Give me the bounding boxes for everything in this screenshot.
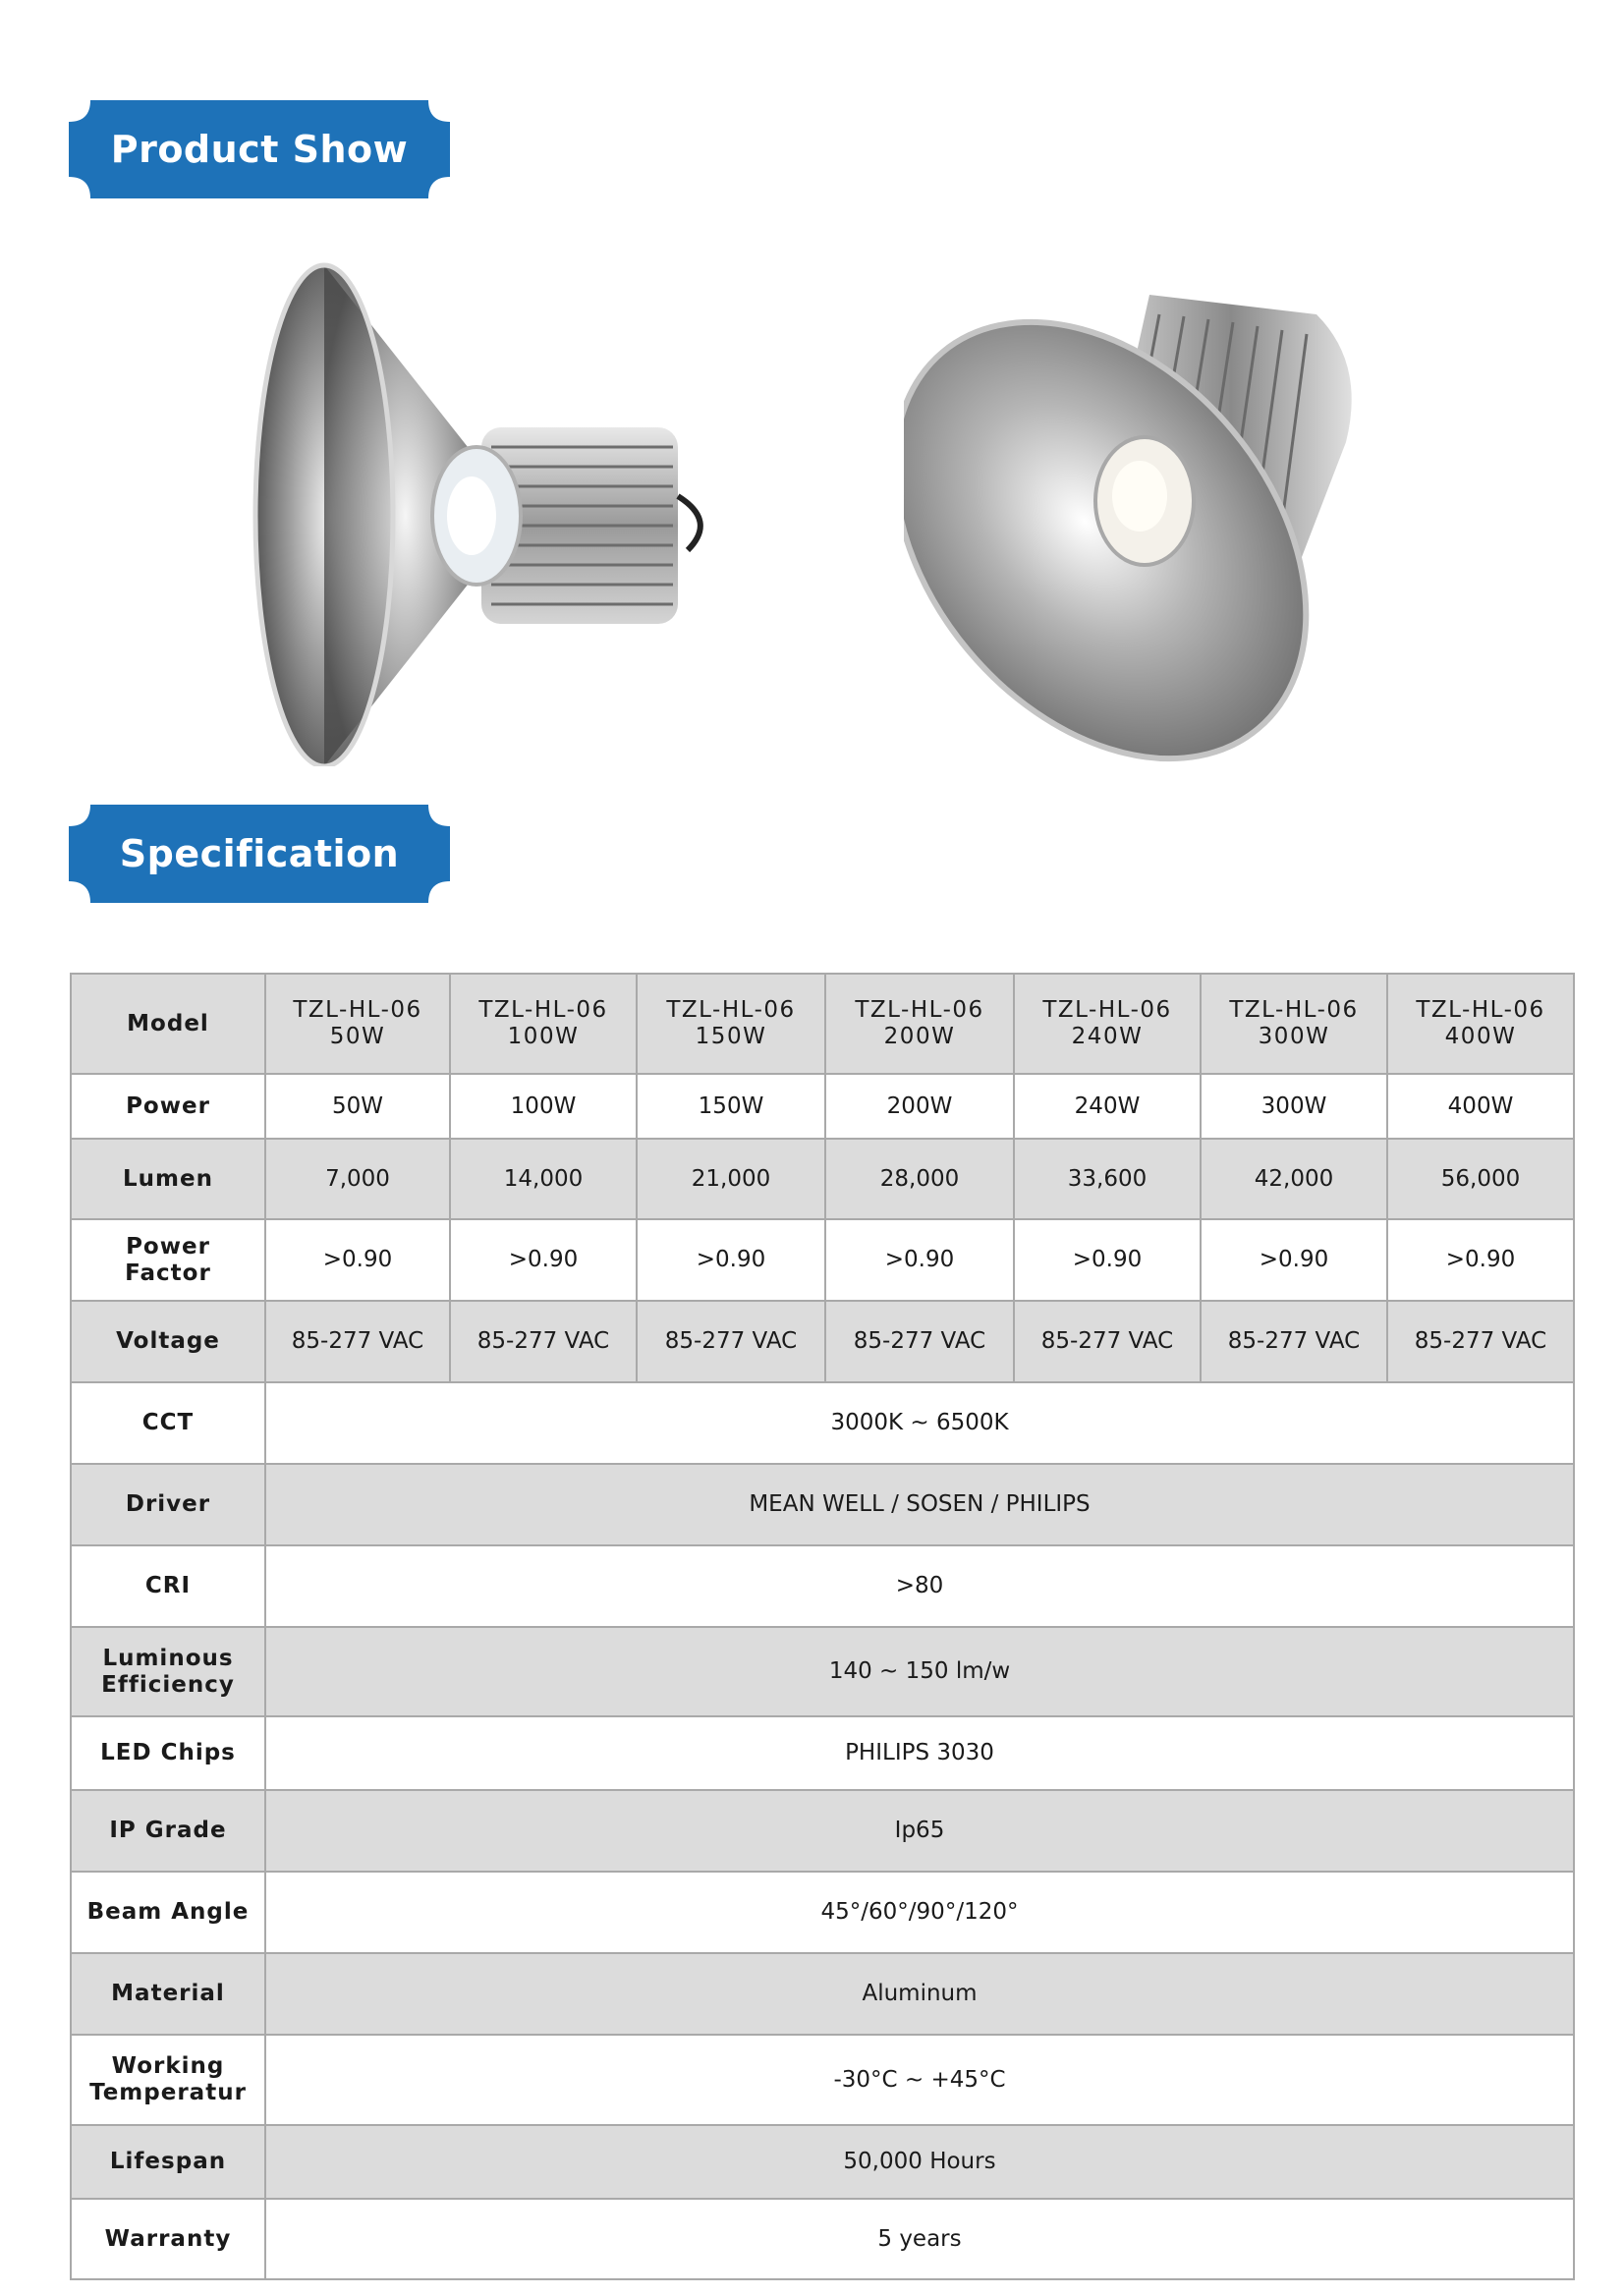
value-cell: >0.90 (265, 1219, 450, 1301)
row-luminous-efficiency (71, 1627, 1574, 1716)
value-cell: >0.90 (450, 1219, 637, 1301)
value-cell: PHILIPS 3030 (265, 1716, 1574, 1790)
row-label-cct: CCT (71, 1382, 265, 1464)
model-cell: TZL-HL-06 100W (450, 974, 637, 1074)
value-cell: >0.90 (637, 1219, 825, 1301)
row-label-model: Model (71, 974, 265, 1074)
row-material (71, 1953, 1574, 2035)
value-cell: 400W (1387, 1074, 1574, 1139)
row-ip-grade (71, 1790, 1574, 1872)
value-cell: 85-277 VAC (637, 1301, 825, 1382)
row-led-chips (71, 1716, 1574, 1790)
value-cell: 85-277 VAC (825, 1301, 1014, 1382)
row-lumen (71, 1139, 1574, 1219)
model-cell: TZL-HL-06 300W (1201, 974, 1387, 1074)
value-cell: >0.90 (825, 1219, 1014, 1301)
row-label-luminous-efficiency: Luminous Efficiency (71, 1627, 265, 1716)
row-label-working-temperature: Working Temperatur (71, 2035, 265, 2125)
value-cell: 21,000 (637, 1139, 825, 1219)
value-cell: 7,000 (265, 1139, 450, 1219)
model-cell: TZL-HL-06 50W (265, 974, 450, 1074)
value-cell: 50,000 Hours (265, 2125, 1574, 2199)
value-cell: 33,600 (1014, 1139, 1201, 1219)
row-label-driver: Driver (71, 1464, 265, 1545)
row-label-beam-angle: Beam Angle (71, 1872, 265, 1953)
specification-title: Specification (119, 832, 400, 875)
value-cell: >0.90 (1014, 1219, 1201, 1301)
model-cell: TZL-HL-06 240W (1014, 974, 1201, 1074)
row-label-led-chips: LED Chips (71, 1716, 265, 1790)
row-label-warranty: Warranty (71, 2199, 265, 2279)
row-power-factor (71, 1219, 1574, 1301)
model-cell: TZL-HL-06 150W (637, 974, 825, 1074)
value-cell: 300W (1201, 1074, 1387, 1139)
specification-table (70, 973, 1575, 2280)
model-cell: TZL-HL-06 400W (1387, 974, 1574, 1074)
value-cell: 50W (265, 1074, 450, 1139)
value-cell: 42,000 (1201, 1139, 1387, 1219)
row-label-ip-grade: IP Grade (71, 1790, 265, 1872)
value-cell: 85-277 VAC (1201, 1301, 1387, 1382)
value-cell: 14,000 (450, 1139, 637, 1219)
row-label-voltage: Voltage (71, 1301, 265, 1382)
value-cell: 150W (637, 1074, 825, 1139)
row-label-lumen: Lumen (71, 1139, 265, 1219)
product-show-banner (69, 100, 450, 198)
row-driver (71, 1464, 1574, 1545)
product-show-title: Product Show (110, 128, 409, 171)
row-label-power: Power (71, 1074, 265, 1139)
value-cell: 3000K ~ 6500K (265, 1382, 1574, 1464)
value-cell: 45°/60°/90°/120° (265, 1872, 1574, 1953)
row-warranty (71, 2199, 1574, 2279)
row-lifespan (71, 2125, 1574, 2199)
value-cell: 28,000 (825, 1139, 1014, 1219)
value-cell: 140 ~ 150 lm/w (265, 1627, 1574, 1716)
value-cell: 100W (450, 1074, 637, 1139)
value-cell: 5 years (265, 2199, 1574, 2279)
high-bay-lamp-image-right (904, 275, 1434, 796)
value-cell: 200W (825, 1074, 1014, 1139)
high-bay-lamp-image-left (246, 246, 737, 766)
specification-banner (69, 805, 450, 903)
value-cell: 56,000 (1387, 1139, 1574, 1219)
row-cri (71, 1545, 1574, 1627)
row-cct (71, 1382, 1574, 1464)
row-model (71, 974, 1574, 1074)
row-voltage (71, 1301, 1574, 1382)
row-working-temperature (71, 2035, 1574, 2125)
value-cell: 85-277 VAC (1387, 1301, 1574, 1382)
value-cell: >80 (265, 1545, 1574, 1627)
value-cell: Ip65 (265, 1790, 1574, 1872)
value-cell: 85-277 VAC (1014, 1301, 1201, 1382)
value-cell: Aluminum (265, 1953, 1574, 2035)
row-beam-angle (71, 1872, 1574, 1953)
value-cell: 240W (1014, 1074, 1201, 1139)
row-label-cri: CRI (71, 1545, 265, 1627)
value-cell: -30°C ~ +45°C (265, 2035, 1574, 2125)
value-cell: 85-277 VAC (450, 1301, 637, 1382)
model-cell: TZL-HL-06 200W (825, 974, 1014, 1074)
row-label-material: Material (71, 1953, 265, 2035)
value-cell: >0.90 (1387, 1219, 1574, 1301)
value-cell: MEAN WELL / SOSEN / PHILIPS (265, 1464, 1574, 1545)
value-cell: 85-277 VAC (265, 1301, 450, 1382)
value-cell: >0.90 (1201, 1219, 1387, 1301)
row-label-power-factor: Power Factor (71, 1219, 265, 1301)
row-label-lifespan: Lifespan (71, 2125, 265, 2199)
row-power (71, 1074, 1574, 1139)
